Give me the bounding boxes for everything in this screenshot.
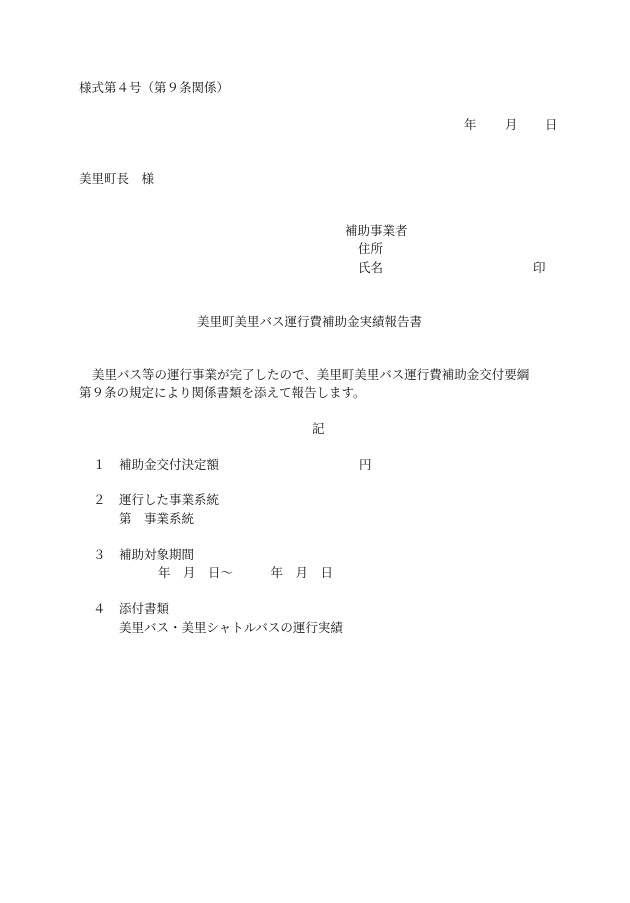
item-label: 補助対象期間 [119, 547, 195, 562]
item-number: ３ [93, 547, 106, 562]
document-title: 美里町美里バス運行費補助金実績報告書 [197, 314, 423, 329]
item-detail: 美里バス・美里シャトルバスの運行実績 [119, 620, 343, 635]
applicant-address-label: 住所 [358, 241, 384, 256]
addressee: 美里町長 様 [79, 171, 155, 186]
body-line-1: 美里バス等の運行事業が完了したので、美里町美里バス運行費補助金交付要綱 [92, 367, 530, 382]
item-detail: 第 事業系統 [119, 511, 195, 526]
item-label: 添付書類 [119, 601, 170, 616]
date-month: 月 [505, 117, 518, 132]
form-number: 様式第４号（第９条関係） [79, 80, 230, 95]
applicant-name-label: 氏名 [358, 260, 384, 275]
item-number: ２ [93, 492, 106, 507]
item-label: 運行した事業系統 [119, 492, 220, 507]
item-number: １ [93, 457, 106, 472]
item-value: 円 [359, 457, 372, 472]
item-detail: 年 月 日～ 年 月 日 [158, 565, 334, 580]
item-number: ４ [93, 601, 106, 616]
seal-mark: 印 [533, 260, 546, 275]
body-line-2: 第９条の規定により関係書類を添えて報告します。 [79, 385, 366, 400]
item-label: 補助金交付決定額 [119, 457, 220, 472]
applicant-title: 補助事業者 [345, 223, 408, 238]
date-day: 日 [545, 117, 558, 132]
date-year: 年 [464, 117, 477, 132]
ki-heading: 記 [312, 421, 325, 436]
